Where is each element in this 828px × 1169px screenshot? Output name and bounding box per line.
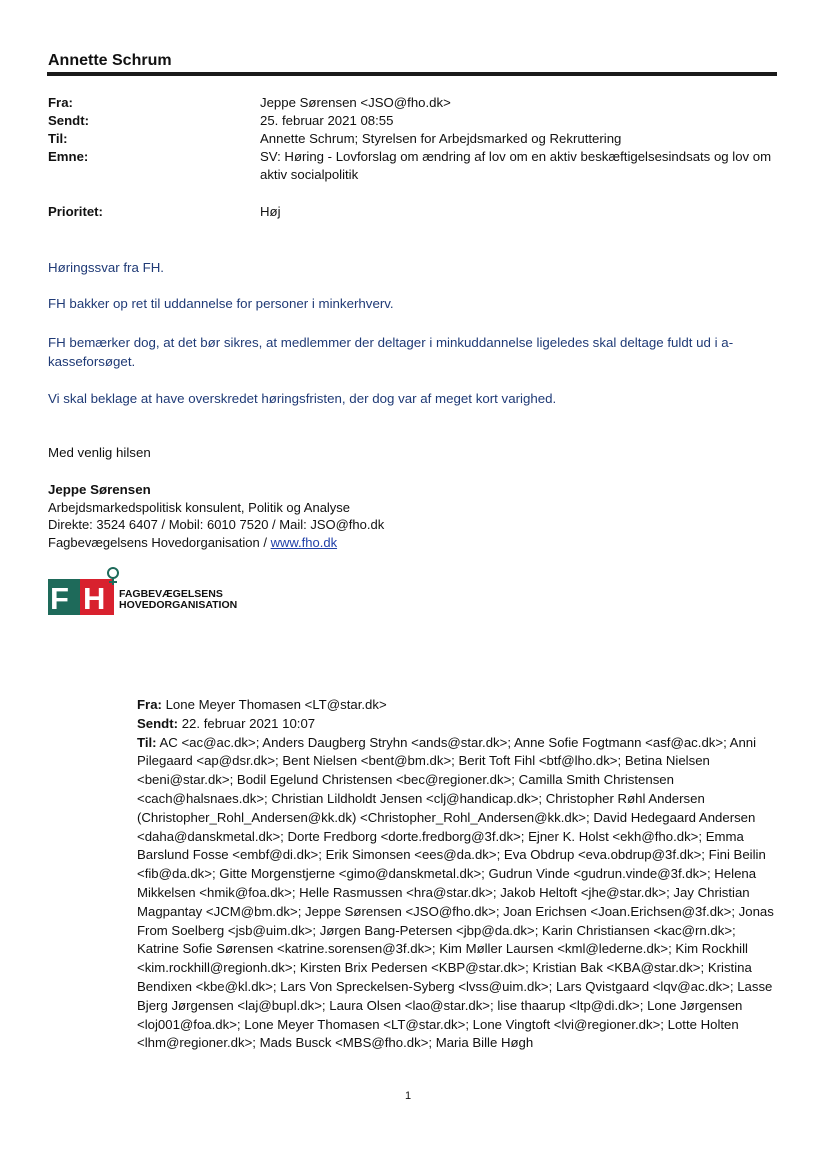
page-title: Annette Schrum xyxy=(48,52,172,69)
page-number: 1 xyxy=(405,1090,412,1102)
signature-contact: Direkte: 3524 6407 / Mobil: 6010 7520 / Mail: JSO@fho.dk xyxy=(48,517,385,532)
message-paragraph: FH bemærker dog, at det bør sikres, at medlemmer der deltager i minkuddannelse ligeledes skal deltage fuldt ud i a-kasseforsøget. xyxy=(48,335,734,369)
forwarded-to-value: AC <ac@ac.dk>; Anders Daugberg Stryhn <ands@star.dk>; Anne Sofie Fogtmann <asf@ac.dk>; Anni Pilegaard <ap@dsr.dk>; Bent Nielsen <bent@bm.dk>; Berit Toft Fihl <btf@lho.dk>; Betina Nielsen <beni@star.dk>; Bodil Egelund Christensen <bec@regioner.dk>; Camilla Smith Christensen <cach@halsnaes.dk>; Christian Lildholdt Jensen <clj@handicap.dk>; Christopher Røhl Andersen (Christopher_Rohl_Andersen@kk.dk) <Christopher_Rohl_Andersen@kk.dk>; David Hedegaard Andersen <daha@danskmetal.dk>; Dorte Fredborg <dorte.fredborg@3f.dk>; Ejner K. Holst <ekh@fho.dk>; Emma Barslund Fosse <embf@di.dk>; Erik Simonsen <ees@da.dk>; Eva Obdrup <eva.obdrup@3f.dk>; Fini Beilin <fib@da.dk>; Gitte Morgenstjerne <gimo@danskmetal.dk>; Gudrun Vinde <gudrun.vinde@3f.dk>; Helena Mikkelsen <hmik@foa.dk>; Helle Rasmussen <hra@star.dk>; Jakob Heltoft <jhe@star.dk>; Jay Christian Magpantay <JCM@bm.dk>; Jeppe Sørensen <JSO@fho.dk>; Joan Erichsen <Joan.Erichsen@3f.dk>; Jonas From Soelberg <jsb@uim.dk>; Jørgen Bang-Petersen <jbp@da.dk>; Karin Christiansen <kac@rn.dk>; Katrine Sofie Sørensen <katrine.sorensen@3f.dk>; Kim Møller Laursen <kml@lederne.dk>; Kim Rockhill <kim.rockhill@regionh.dk>; Kirsten Brix Pedersen <KBP@star.dk>; Kristian Bak <KBA@star.dk>; Kristina Bendixen <kbe@kl.dk>; Lars Von Spreckelsen-Syberg <lvss@uim.dk>; Lars Qvistgaard <lqv@ac.dk>; Lasse Bjerg Jørgensen <laj@bupl.dk>; Laura Olsen <lao@star.dk>; lise thaarup <ltp@di.dk>; Lone Jørgensen <loj001@foa.dk>; Lone Meyer Thomasen <LT@star.dk>; Lone Vingtoft <lvi@regioner.dk>; Lotte Holten <lhm@regioner.dk>; Mads Busck <MBS@fho.dk>; Maria Bille Høgh xyxy=(137,734,774,1051)
logo-line1: FAGBEVÆGELSENS xyxy=(119,588,223,600)
signature-role: Arbejdsmarkedspolitisk konsulent, Politik og Analyse xyxy=(48,499,351,515)
message-paragraph: Vi skal beklage at have overskredet høringsfristen, der dog var af meget kort varighed. xyxy=(48,391,557,406)
fh-logo xyxy=(47,566,267,623)
venus-icon xyxy=(108,568,118,578)
priority-value: Høj xyxy=(260,204,281,219)
signature-block xyxy=(48,481,384,551)
forwarded-from-row xyxy=(137,696,777,715)
signature-org: Fagbevægelsens Hovedorganisation / xyxy=(48,534,271,550)
forwarded-to-label: Til: xyxy=(137,734,157,750)
message-paragraph: Høringssvar fra FH. xyxy=(48,260,164,275)
fh-mark-f: F xyxy=(50,581,69,616)
sent-value: 25. februar 2021 08:55 xyxy=(260,113,394,128)
to-label: Til: xyxy=(48,131,68,146)
forwarded-to-row xyxy=(137,734,777,1054)
sent-label: Sendt: xyxy=(48,113,90,128)
fh-mark-h: H xyxy=(83,581,106,616)
to-value: Annette Schrum; Styrelsen for Arbejdsmarked og Rekruttering xyxy=(260,131,622,146)
signature-org-line xyxy=(48,534,384,552)
logo-line2: HOVEDORGANISATION xyxy=(119,599,238,611)
website-link[interactable]: www.fho.dk xyxy=(270,534,338,550)
forwarded-header xyxy=(137,696,777,1053)
from-label: Fra: xyxy=(48,95,73,110)
forwarded-from-label: Fra: xyxy=(137,697,162,712)
forwarded-from-value: Lone Meyer Thomasen <LT@star.dk> xyxy=(161,697,387,712)
message-paragraph: FH bakker op ret til uddannelse for personer i minkerhverv. xyxy=(48,296,394,311)
subject-value: SV: Høring - Lovforslag om ændring af lov om en aktiv beskæftigelsesindsats og lov om aktiv socialpolitik xyxy=(260,149,772,182)
forwarded-sent-value: 22. februar 2021 10:07 xyxy=(178,715,316,731)
title-divider xyxy=(47,72,777,76)
subject-label: Emne: xyxy=(48,149,89,164)
priority-label: Prioritet: xyxy=(48,204,103,219)
greeting: Med venlig hilsen xyxy=(48,445,151,460)
forwarded-sent-row xyxy=(137,715,777,734)
fh-logo-graphic xyxy=(47,566,267,618)
forwarded-sent-label: Sendt: xyxy=(137,715,179,731)
from-value: Jeppe Sørensen <JSO@fho.dk> xyxy=(260,95,451,110)
signature-name: Jeppe Sørensen xyxy=(48,482,151,497)
